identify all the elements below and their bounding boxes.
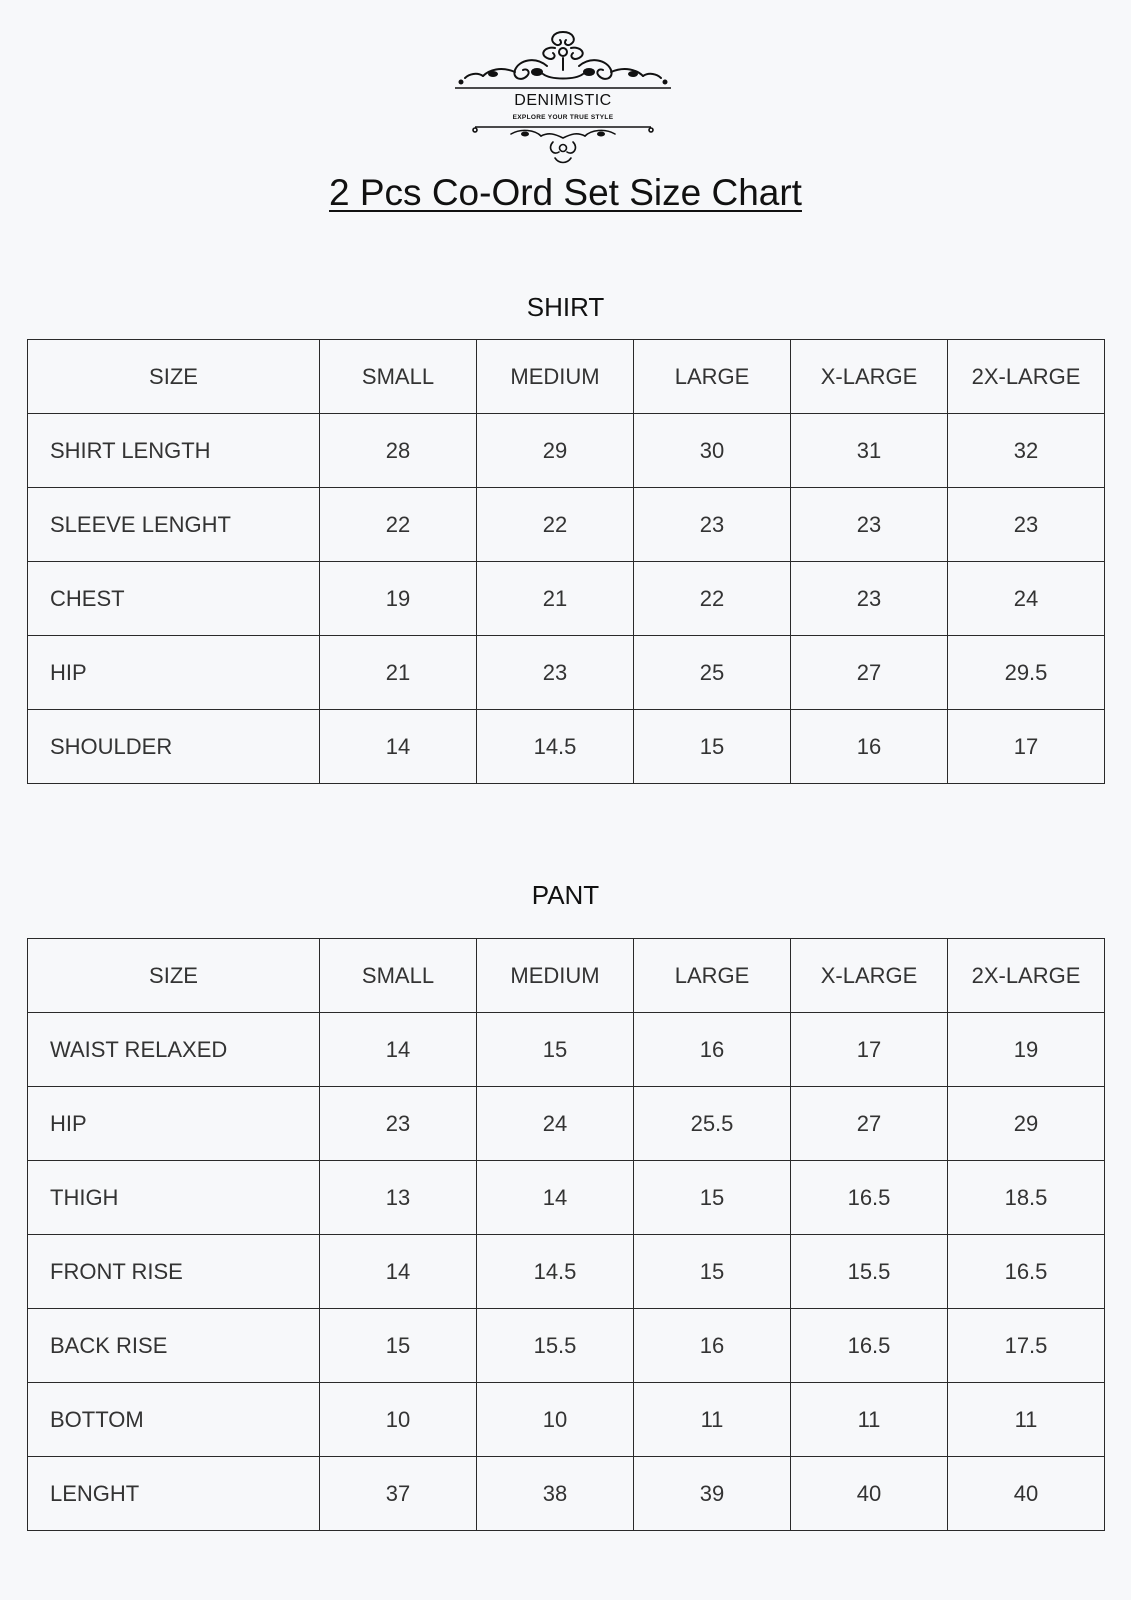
table-cell: 25.5 [634, 1087, 791, 1161]
table-row [28, 1161, 1105, 1235]
row-label: LENGHT [28, 1457, 320, 1531]
row-label: FRONT RISE [28, 1235, 320, 1309]
table-cell: 22 [634, 562, 791, 636]
header-small: SMALL [320, 340, 477, 414]
row-label: SLEEVE LENGHT [28, 488, 320, 562]
table-cell: 19 [948, 1013, 1105, 1087]
table-row [28, 1087, 1105, 1161]
table-cell: 16.5 [791, 1309, 948, 1383]
table-cell: 23 [791, 488, 948, 562]
row-label: HIP [28, 636, 320, 710]
table-cell: 16 [634, 1309, 791, 1383]
table-cell: 27 [791, 636, 948, 710]
table-cell: 14.5 [477, 1235, 634, 1309]
table-cell: 11 [948, 1383, 1105, 1457]
table-cell: 40 [948, 1457, 1105, 1531]
header-x-large: X-LARGE [791, 340, 948, 414]
row-label: HIP [28, 1087, 320, 1161]
row-label: WAIST RELAXED [28, 1013, 320, 1087]
pant-size-table [27, 938, 1105, 1531]
table-cell: 24 [477, 1087, 634, 1161]
table-cell: 11 [791, 1383, 948, 1457]
table-cell: 10 [477, 1383, 634, 1457]
table-row [28, 1235, 1105, 1309]
header-small: SMALL [320, 939, 477, 1013]
table-cell: 39 [634, 1457, 791, 1531]
table-cell: 11 [634, 1383, 791, 1457]
table-cell: 16 [634, 1013, 791, 1087]
table-cell: 21 [320, 636, 477, 710]
table-cell: 15 [634, 1235, 791, 1309]
pant-section-title: PANT [531, 880, 600, 910]
brand-logo [455, 26, 671, 168]
header-large: LARGE [634, 340, 791, 414]
header-medium: MEDIUM [477, 340, 634, 414]
row-label: BACK RISE [28, 1309, 320, 1383]
table-cell: 17.5 [948, 1309, 1105, 1383]
table-cell: 22 [320, 488, 477, 562]
table-cell: 15 [634, 1161, 791, 1235]
table-cell: 16.5 [791, 1161, 948, 1235]
table-cell: 15.5 [791, 1235, 948, 1309]
table-cell: 18.5 [948, 1161, 1105, 1235]
table-cell: 14 [320, 1013, 477, 1087]
table-cell: 38 [477, 1457, 634, 1531]
table-cell: 28 [320, 414, 477, 488]
table-cell: 16.5 [948, 1235, 1105, 1309]
table-row [28, 488, 1105, 562]
table-cell: 15.5 [477, 1309, 634, 1383]
table-row [28, 1309, 1105, 1383]
table-cell: 30 [634, 414, 791, 488]
table-cell: 25 [634, 636, 791, 710]
table-row [28, 1383, 1105, 1457]
row-label: BOTTOM [28, 1383, 320, 1457]
table-cell: 19 [320, 562, 477, 636]
brand-name: DENIMISTIC [514, 92, 612, 109]
row-label: THIGH [28, 1161, 320, 1235]
header-large: LARGE [634, 939, 791, 1013]
brand-tagline: EXPLORE YOUR TRUE STYLE [512, 114, 614, 121]
header-medium: MEDIUM [477, 939, 634, 1013]
table-cell: 40 [791, 1457, 948, 1531]
table-row [28, 636, 1105, 710]
shirt-size-table [27, 339, 1105, 784]
table-cell: 29.5 [948, 636, 1105, 710]
table-row [28, 562, 1105, 636]
table-cell: 17 [791, 1013, 948, 1087]
page-title [0, 172, 1131, 214]
table-cell: 13 [320, 1161, 477, 1235]
table-cell: 15 [320, 1309, 477, 1383]
row-label: SHIRT LENGTH [28, 414, 320, 488]
header-size: SIZE [28, 939, 320, 1013]
table-row [28, 1013, 1105, 1087]
table-cell: 16 [791, 710, 948, 784]
table-cell: 21 [477, 562, 634, 636]
header-x-large: X-LARGE [791, 939, 948, 1013]
table-cell: 14 [320, 710, 477, 784]
table-cell: 29 [477, 414, 634, 488]
header-2x-large: 2X-LARGE [948, 939, 1105, 1013]
table-cell: 32 [948, 414, 1105, 488]
table-row [28, 710, 1105, 784]
table-cell: 29 [948, 1087, 1105, 1161]
table-cell: 22 [477, 488, 634, 562]
header-size: SIZE [28, 340, 320, 414]
table-cell: 31 [791, 414, 948, 488]
table-cell: 10 [320, 1383, 477, 1457]
table-cell: 23 [320, 1087, 477, 1161]
header-2x-large: 2X-LARGE [948, 340, 1105, 414]
table-cell: 14 [477, 1161, 634, 1235]
table-header-row [28, 340, 1105, 414]
table-cell: 24 [948, 562, 1105, 636]
table-cell: 27 [791, 1087, 948, 1161]
table-cell: 15 [477, 1013, 634, 1087]
table-cell: 23 [634, 488, 791, 562]
table-cell: 15 [634, 710, 791, 784]
table-cell: 23 [477, 636, 634, 710]
table-row [28, 1457, 1105, 1531]
shirt-section-title: SHIRT [526, 292, 605, 322]
table-cell: 37 [320, 1457, 477, 1531]
table-cell: 17 [948, 710, 1105, 784]
row-label: SHOULDER [28, 710, 320, 784]
table-row [28, 414, 1105, 488]
table-cell: 14.5 [477, 710, 634, 784]
row-label: CHEST [28, 562, 320, 636]
table-cell: 14 [320, 1235, 477, 1309]
table-cell: 23 [791, 562, 948, 636]
table-cell: 23 [948, 488, 1105, 562]
table-header-row [28, 939, 1105, 1013]
page-title-text: 2 Pcs Co-Ord Set Size Chart [329, 172, 802, 213]
